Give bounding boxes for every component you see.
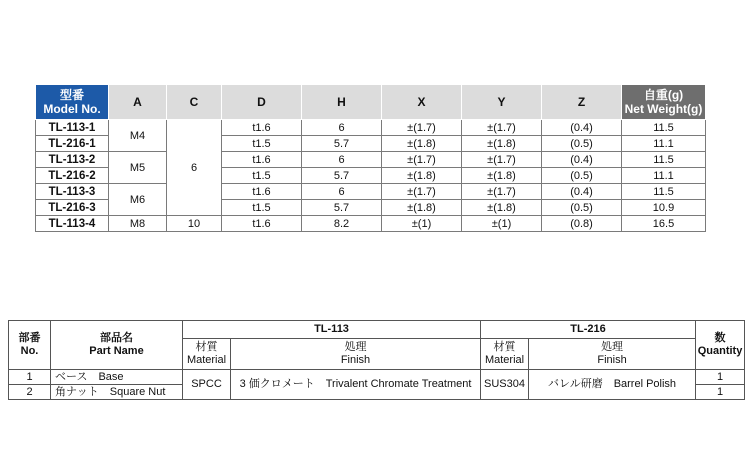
cell-d: t1.6 bbox=[222, 120, 302, 136]
header-tl113: TL-113 bbox=[183, 321, 481, 339]
cell-z: (0.4) bbox=[542, 152, 622, 168]
cell-model: TL-216-2 bbox=[36, 168, 109, 184]
cell-tl113-material: SPCC bbox=[183, 370, 231, 400]
header-finish-en: Finish bbox=[340, 354, 371, 366]
parts-table bbox=[8, 320, 745, 400]
cell-z: (0.5) bbox=[542, 200, 622, 216]
cell-y: ±(1.8) bbox=[462, 136, 542, 152]
spec-header-row bbox=[36, 85, 706, 120]
header-net-weight bbox=[622, 85, 706, 120]
cell-d: t1.6 bbox=[222, 152, 302, 168]
parts-header-row-1 bbox=[9, 321, 745, 339]
spec-table bbox=[35, 84, 706, 232]
cell-z: (0.5) bbox=[542, 168, 622, 184]
header-tl113-finish bbox=[231, 339, 481, 370]
cell-d: t1.5 bbox=[222, 136, 302, 152]
spec-row bbox=[36, 152, 706, 168]
header-weight-ja: 自重(g) bbox=[643, 88, 684, 102]
header-finish-en: Finish bbox=[597, 354, 627, 366]
cell-tl113-finish: 3 価クロメート Trivalent Chromate Treatment bbox=[231, 370, 481, 400]
cell-h: 8.2 bbox=[302, 216, 382, 232]
cell-x: ±(1) bbox=[382, 216, 462, 232]
cell-h: 5.7 bbox=[302, 168, 382, 184]
cell-tl216-material: SUS304 bbox=[481, 370, 529, 400]
cell-x: ±(1.7) bbox=[382, 152, 462, 168]
cell-z: (0.5) bbox=[542, 136, 622, 152]
cell-quantity: 1 bbox=[696, 370, 745, 385]
header-no-ja: 部番 bbox=[18, 332, 41, 344]
cell-model: TL-113-2 bbox=[36, 152, 109, 168]
cell-y: ±(1) bbox=[462, 216, 542, 232]
cell-weight: 10.9 bbox=[622, 200, 706, 216]
header-x: X bbox=[382, 85, 462, 120]
cell-h: 5.7 bbox=[302, 200, 382, 216]
header-model-ja: 型番 bbox=[59, 88, 84, 102]
header-tl216: TL-216 bbox=[481, 321, 696, 339]
spec-row bbox=[36, 216, 706, 232]
header-qty-en: Quantity bbox=[697, 345, 743, 357]
cell-part-no: 1 bbox=[9, 370, 51, 385]
cell-y: ±(1.8) bbox=[462, 200, 542, 216]
cell-weight: 11.5 bbox=[622, 184, 706, 200]
cell-d: t1.6 bbox=[222, 216, 302, 232]
header-model-en: Model No. bbox=[43, 102, 101, 116]
cell-x: ±(1.8) bbox=[382, 200, 462, 216]
cell-model: TL-113-4 bbox=[36, 216, 109, 232]
cell-c: 6 bbox=[167, 120, 222, 216]
cell-x: ±(1.7) bbox=[382, 120, 462, 136]
cell-h: 6 bbox=[302, 184, 382, 200]
cell-model: TL-113-1 bbox=[36, 120, 109, 136]
cell-d: t1.6 bbox=[222, 184, 302, 200]
cell-c: 10 bbox=[167, 216, 222, 232]
header-tl113-material bbox=[183, 339, 231, 370]
cell-h: 5.7 bbox=[302, 136, 382, 152]
header-y: Y bbox=[462, 85, 542, 120]
header-z: Z bbox=[542, 85, 622, 120]
cell-part-no: 2 bbox=[9, 385, 51, 400]
header-material-ja: 材質 bbox=[195, 341, 218, 353]
header-h: H bbox=[302, 85, 382, 120]
header-tl216-finish bbox=[529, 339, 696, 370]
header-c: C bbox=[167, 85, 222, 120]
parts-row bbox=[9, 370, 745, 385]
cell-z: (0.4) bbox=[542, 184, 622, 200]
cell-h: 6 bbox=[302, 120, 382, 136]
cell-a: M6 bbox=[109, 184, 167, 216]
header-part-name bbox=[51, 321, 183, 370]
header-finish-ja: 処理 bbox=[601, 341, 624, 353]
cell-z: (0.8) bbox=[542, 216, 622, 232]
cell-y: ±(1.7) bbox=[462, 120, 542, 136]
cell-part-name: ベース Base bbox=[51, 370, 183, 385]
cell-a: M4 bbox=[109, 120, 167, 152]
cell-weight: 11.1 bbox=[622, 168, 706, 184]
cell-d: t1.5 bbox=[222, 200, 302, 216]
spec-row bbox=[36, 184, 706, 200]
spec-row bbox=[36, 120, 706, 136]
header-name-en: Part Name bbox=[89, 345, 144, 357]
header-finish-ja: 処理 bbox=[344, 341, 367, 353]
cell-model: TL-216-3 bbox=[36, 200, 109, 216]
cell-y: ±(1.8) bbox=[462, 168, 542, 184]
cell-weight: 11.1 bbox=[622, 136, 706, 152]
cell-weight: 11.5 bbox=[622, 152, 706, 168]
header-no-en: No. bbox=[20, 345, 39, 357]
cell-d: t1.5 bbox=[222, 168, 302, 184]
cell-tl216-finish: バレル研磨 Barrel Polish bbox=[529, 370, 696, 400]
cell-h: 6 bbox=[302, 152, 382, 168]
cell-quantity: 1 bbox=[696, 385, 745, 400]
cell-x: ±(1.8) bbox=[382, 136, 462, 152]
header-material-en: Material bbox=[484, 354, 525, 366]
header-name-ja: 部品名 bbox=[100, 332, 133, 344]
header-weight-en: Net Weight(g) bbox=[624, 102, 703, 116]
header-d: D bbox=[222, 85, 302, 120]
header-tl216-material bbox=[481, 339, 529, 370]
cell-x: ±(1.8) bbox=[382, 168, 462, 184]
cell-weight: 11.5 bbox=[622, 120, 706, 136]
cell-weight: 16.5 bbox=[622, 216, 706, 232]
header-quantity bbox=[696, 321, 745, 370]
header-material-en: Material bbox=[186, 354, 227, 366]
cell-x: ±(1.7) bbox=[382, 184, 462, 200]
cell-model: TL-216-1 bbox=[36, 136, 109, 152]
cell-part-name: 角ナット Square Nut bbox=[51, 385, 183, 400]
cell-z: (0.4) bbox=[542, 120, 622, 136]
cell-y: ±(1.7) bbox=[462, 184, 542, 200]
cell-model: TL-113-3 bbox=[36, 184, 109, 200]
header-model-no bbox=[36, 85, 109, 120]
cell-a: M5 bbox=[109, 152, 167, 184]
cell-a: M8 bbox=[109, 216, 167, 232]
header-a: A bbox=[109, 85, 167, 120]
header-part-no bbox=[9, 321, 51, 370]
cell-y: ±(1.7) bbox=[462, 152, 542, 168]
header-qty-ja: 数 bbox=[714, 332, 726, 344]
header-material-ja: 材質 bbox=[493, 341, 516, 353]
